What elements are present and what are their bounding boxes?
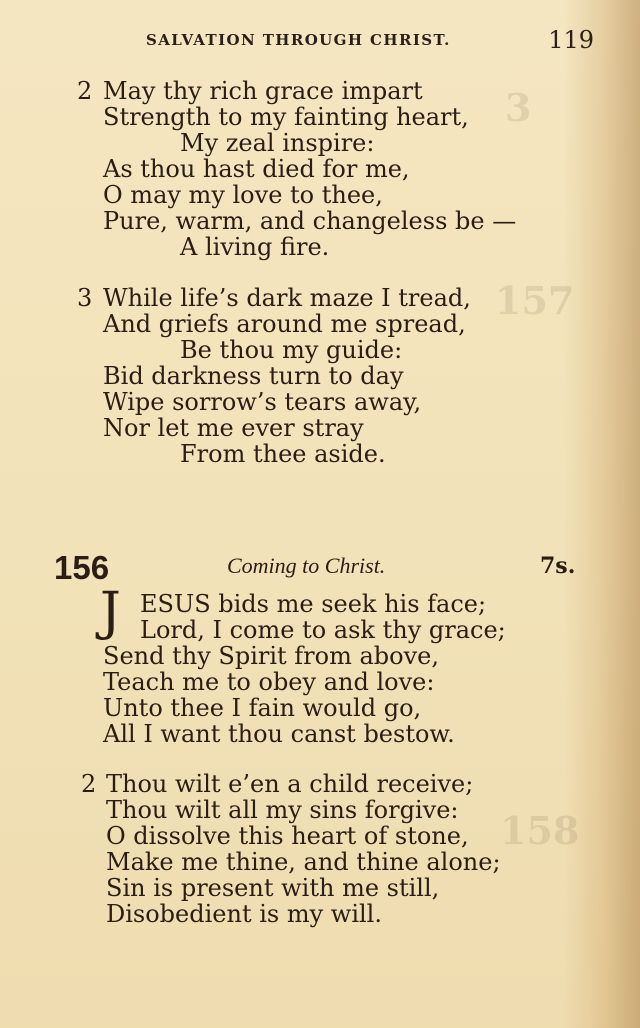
verse-number: 2 — [77, 77, 93, 105]
hymn-title: Coming to Christ. — [227, 553, 386, 578]
verse-line: Teach me to obey and love: — [103, 668, 435, 696]
verse-line: From thee aside. — [180, 440, 386, 468]
verse-line: While life’s dark maze I tread, — [103, 284, 471, 312]
verse-line: Nor let me ever stray — [103, 414, 364, 442]
verse-line: Send thy Spirit from above, — [103, 642, 439, 670]
page-number: 119 — [548, 26, 594, 54]
verse-line: My zeal inspire: — [180, 129, 375, 157]
verse-line: A living fire. — [180, 233, 330, 261]
verse-line: O dissolve this heart of stone, — [106, 822, 469, 850]
verse-line: ESUS bids me seek his face; — [140, 590, 487, 618]
bleed-through-mark: 158 — [500, 808, 580, 853]
verse-line: Strength to my fainting heart, — [103, 103, 469, 131]
verse-line: O may my love to thee, — [103, 181, 383, 209]
verse-line: Lord, I come to ask thy grace; — [140, 616, 506, 644]
bleed-through-mark: 3 — [505, 85, 532, 130]
verse-line: Unto thee I fain would go, — [103, 694, 422, 722]
verse-line: Make me thine, and thine alone; — [106, 848, 501, 876]
hymn-number: 156 — [54, 549, 110, 586]
verse-line: Disobedient is my will. — [106, 900, 382, 928]
verse-line: Thou wilt all my sins forgive: — [106, 796, 459, 824]
verse-line: Wipe sorrow’s tears away, — [103, 388, 422, 416]
verse-line: Pure, warm, and changeless be — — [103, 207, 517, 235]
verse-line: All I want thou canst bestow. — [103, 720, 455, 748]
bleed-through-mark: 157 — [495, 278, 575, 323]
verse-line: Bid darkness turn to day — [103, 362, 404, 390]
verse-number: 3 — [77, 284, 93, 312]
hymn-meter: 7s. — [540, 553, 576, 579]
verse-line: Sin is present with me still, — [106, 874, 440, 902]
verse-line: May thy rich grace impart — [103, 77, 423, 105]
verse-line: As thou hast died for me, — [103, 155, 410, 183]
verse-line: Be thou my guide: — [180, 336, 403, 364]
running-title: SALVATION THROUGH CHRIST. — [146, 31, 451, 49]
verse-line: And griefs around me spread, — [103, 310, 466, 338]
verse-number: 2 — [81, 770, 97, 798]
verse-line: Thou wilt e’en a child receive; — [106, 770, 474, 798]
drop-cap: J — [100, 582, 121, 642]
